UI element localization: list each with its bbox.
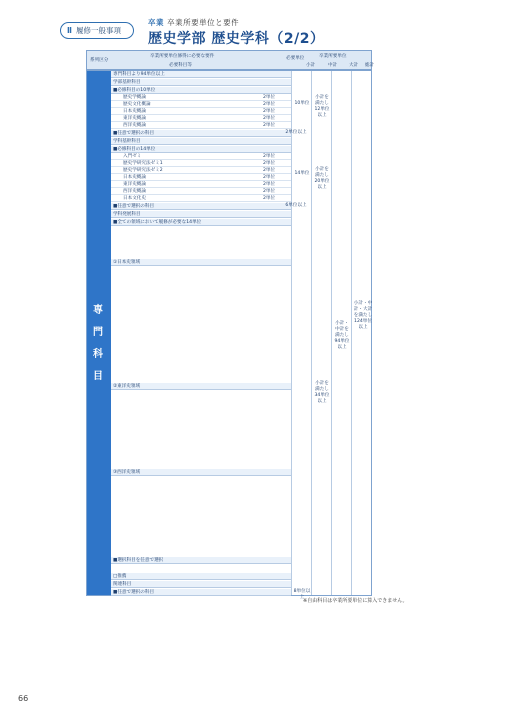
divider-bigtotal xyxy=(351,71,352,595)
group-optional-1: ■任意で選択の科目 xyxy=(111,130,291,137)
header-requirements: 卒業所要単位修得に必要な要件 xyxy=(150,54,215,59)
note-6: 6単位以上 xyxy=(285,203,307,208)
table-header xyxy=(86,50,375,70)
note-8: 8単位以上 xyxy=(293,589,311,600)
group-recommend: □推薦 xyxy=(111,573,291,580)
note-12: 小計を満たし12単位以上 xyxy=(314,95,330,118)
section-tab xyxy=(60,22,134,39)
note-20: 小計を満たし20単位以上 xyxy=(314,167,330,190)
note-10: 10単位 xyxy=(294,101,310,106)
note-14: 14単位 xyxy=(294,171,310,176)
cat-char-1: 専 xyxy=(93,305,103,316)
header-category: 系列区分 xyxy=(90,58,109,63)
category-column xyxy=(87,71,111,595)
list-item: 東洋史概論 2単位 xyxy=(111,116,291,122)
list-item: 入門ゼミ 2単位 xyxy=(111,154,291,160)
group-optional-3: ■任意で選択の科目 xyxy=(111,589,291,596)
group-required-10: ■必修科目の10単位 xyxy=(111,87,291,94)
header-bigtotal: 大計 xyxy=(349,63,359,68)
crumb-b: 卒業所要単位と要件 xyxy=(167,18,240,27)
note-2: 2単位以上 xyxy=(285,130,307,135)
group-faculty-core: 学部基幹科目 xyxy=(111,79,291,86)
header-required-units: 必要単位 xyxy=(286,56,305,61)
header-subtotal: 小計 xyxy=(306,63,316,68)
group-related: 関連科目 xyxy=(111,581,291,588)
divider-required xyxy=(291,71,292,595)
list-item: 歴史文化概論 2単位 xyxy=(111,102,291,108)
group-west: ③西洋史領域 xyxy=(111,469,291,476)
list-item: 東洋史概論 2単位 xyxy=(111,182,291,188)
cat-char-3: 科 xyxy=(93,349,103,360)
group-select: ■選択科目を任意で選択 xyxy=(111,557,291,564)
list-item: 日本史概論 2単位 xyxy=(111,109,291,115)
header-subjects: 必要科目等 xyxy=(169,63,192,68)
group-japan: ①日本史領域 xyxy=(111,259,291,266)
group-asia: ②東洋史領域 xyxy=(111,383,291,390)
section-label: 履修一般事項 xyxy=(75,26,121,35)
divider-midtotal xyxy=(331,71,332,595)
group-dept-advanced: 学科発展科目 xyxy=(111,211,291,218)
crumb-a: 卒業 xyxy=(148,18,164,27)
note-94: 小計・中計を満たし94単位以上 xyxy=(334,321,350,350)
list-item: 歴史学研究法ゼミ2 2単位 xyxy=(111,168,291,174)
section-num: Ⅱ xyxy=(67,26,72,35)
footnote: ※自由科目は卒業所要単位に算入できません。 xyxy=(303,598,408,604)
page-title: 歴史学部 歴史学科（2/2） xyxy=(148,31,325,47)
note-34: 小計を満たし34単位以上 xyxy=(314,381,330,404)
group-optional-2: ■任意で選択の科目 xyxy=(111,203,291,210)
page-number: 66 xyxy=(18,694,29,703)
header-total: 総計 xyxy=(365,63,375,68)
list-item: 歴史学概論 2単位 xyxy=(111,95,291,101)
list-item: 西洋史概論 2単位 xyxy=(111,123,291,129)
list-item: 歴史学研究法ゼミ1 2単位 xyxy=(111,161,291,167)
divider-subtotal xyxy=(311,71,312,595)
cat-char-2: 門 xyxy=(93,327,103,338)
list-item: 西洋史概論 2単位 xyxy=(111,189,291,195)
header-grad-units: 卒業所要単位 xyxy=(319,54,347,59)
list-item: 日本文化史 2単位 xyxy=(111,196,291,202)
breadcrumb xyxy=(148,17,239,28)
note-124: 小計・中計・大計を満たし124単位以上 xyxy=(353,301,373,330)
header-midtotal: 中計 xyxy=(328,63,338,68)
group-required-14: ■必修科目の14単位 xyxy=(111,146,291,153)
requirements-table xyxy=(86,70,373,600)
cat-char-4: 目 xyxy=(93,371,103,382)
group-main: 専門科目より94単位以上 xyxy=(111,71,291,78)
list-item: 日本史概論 2単位 xyxy=(111,175,291,181)
group-all-domains: ■全ての領域において履修が必要な14単位 xyxy=(111,219,291,226)
group-dept-core: 学科基幹科目 xyxy=(111,138,291,145)
